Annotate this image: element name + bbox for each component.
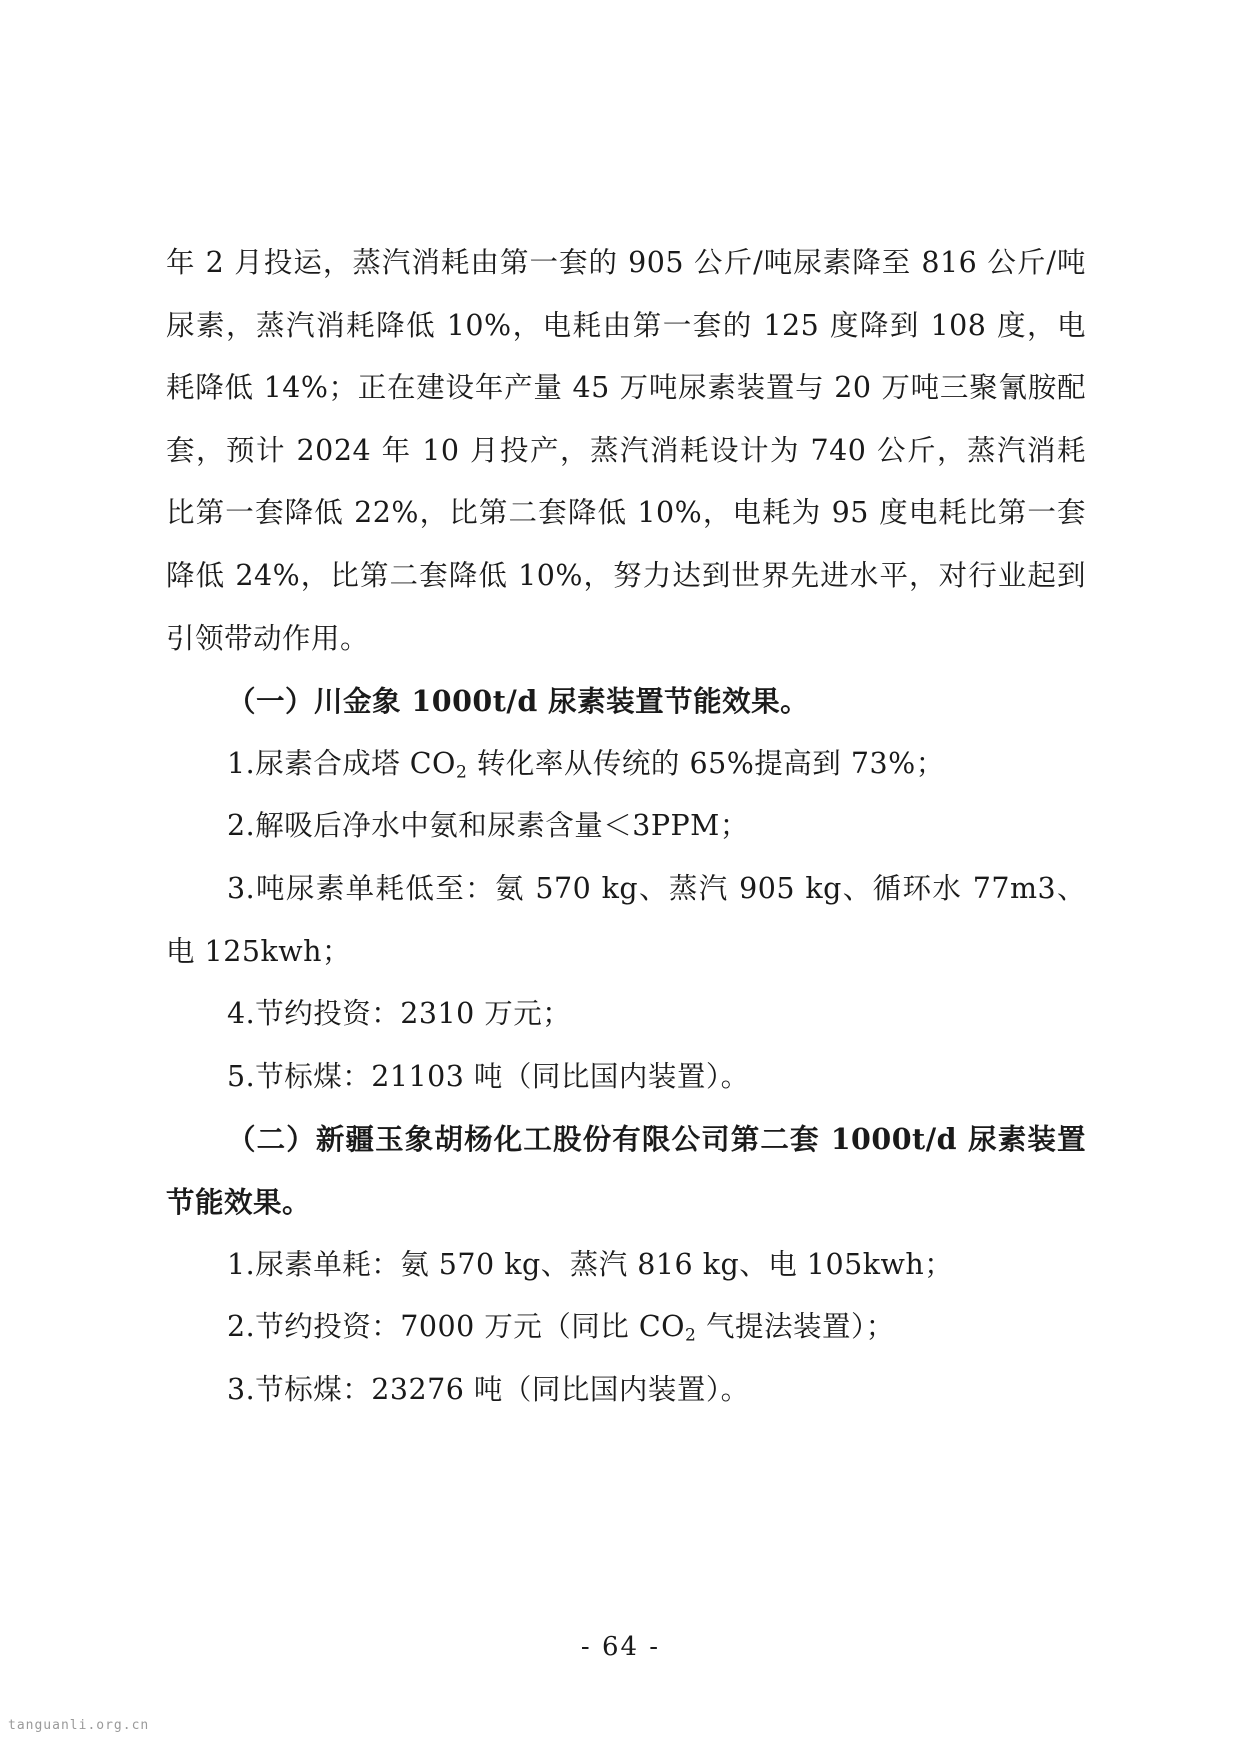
section1-item-4: 4.节约投资：2310 万元； bbox=[227, 997, 572, 1031]
section2-heading: （二）新疆玉象胡杨化工股份有限公司第二套 1000t/d 尿素装置节能效果。 bbox=[166, 1122, 1086, 1219]
section1-item-3: 3.吨尿素单耗低至：氨 570 kg、蒸汽 905 kg、循环水 77m3、电 125kwh； bbox=[166, 871, 1086, 968]
section1-item-1-subscript: 2 bbox=[455, 762, 468, 783]
section1-item-1 bbox=[166, 733, 1086, 796]
watermark: tanguanli.org.cn bbox=[8, 1718, 150, 1733]
section2-item-2-subscript: 2 bbox=[685, 1325, 697, 1346]
section2-item-3: 3.节标煤：23276 吨（同比国内装置）。 bbox=[227, 1372, 750, 1406]
section1-item-1-post: 转化率从传统的 65%提高到 73%； bbox=[467, 746, 945, 780]
section1-item-1-pre: 1.尿素合成塔 CO bbox=[227, 746, 456, 780]
section1-item-5: 5.节标煤：21103 吨（同比国内装置）。 bbox=[227, 1059, 750, 1093]
section2-item-2-post: 气提法装置）； bbox=[696, 1310, 895, 1344]
section1-heading: （一）川金象 1000t/d 尿素装置节能效果。 bbox=[227, 684, 810, 719]
section2-item-2-pre: 2.节约投资：7000 万元（同比 CO bbox=[227, 1310, 686, 1344]
page-number: - 64 - bbox=[580, 1632, 661, 1662]
section2-item-2 bbox=[166, 1296, 1086, 1359]
body-text bbox=[166, 232, 1086, 1421]
section1-item-2: 2.解吸后净水中氨和尿素含量＜3PPM； bbox=[227, 809, 749, 843]
section2-item-1: 1.尿素单耗：氨 570 kg、蒸汽 816 kg、电 105kwh； bbox=[227, 1247, 954, 1281]
intro-paragraph: 年 2 月投运，蒸汽消耗由第一套的 905 公斤/吨尿素降至 816 公斤/吨尿素，蒸汽消耗降低 10%，电耗由第一套的 125 度降到 108 度，电耗降低 14%；正在建设年产量 45 万吨尿素装置与 20 万吨三聚氰胺配套，预计 2024 年 10 月投产，蒸汽消耗设计为 740 公斤，蒸汽消耗比第一套降低 22%，比第二套降低 10%，电耗为 95 度电耗比第一套降低 24%，比第二套降低 10%，努力达到世界先进水平，对行业起到引领带动作用。 bbox=[166, 246, 1086, 655]
